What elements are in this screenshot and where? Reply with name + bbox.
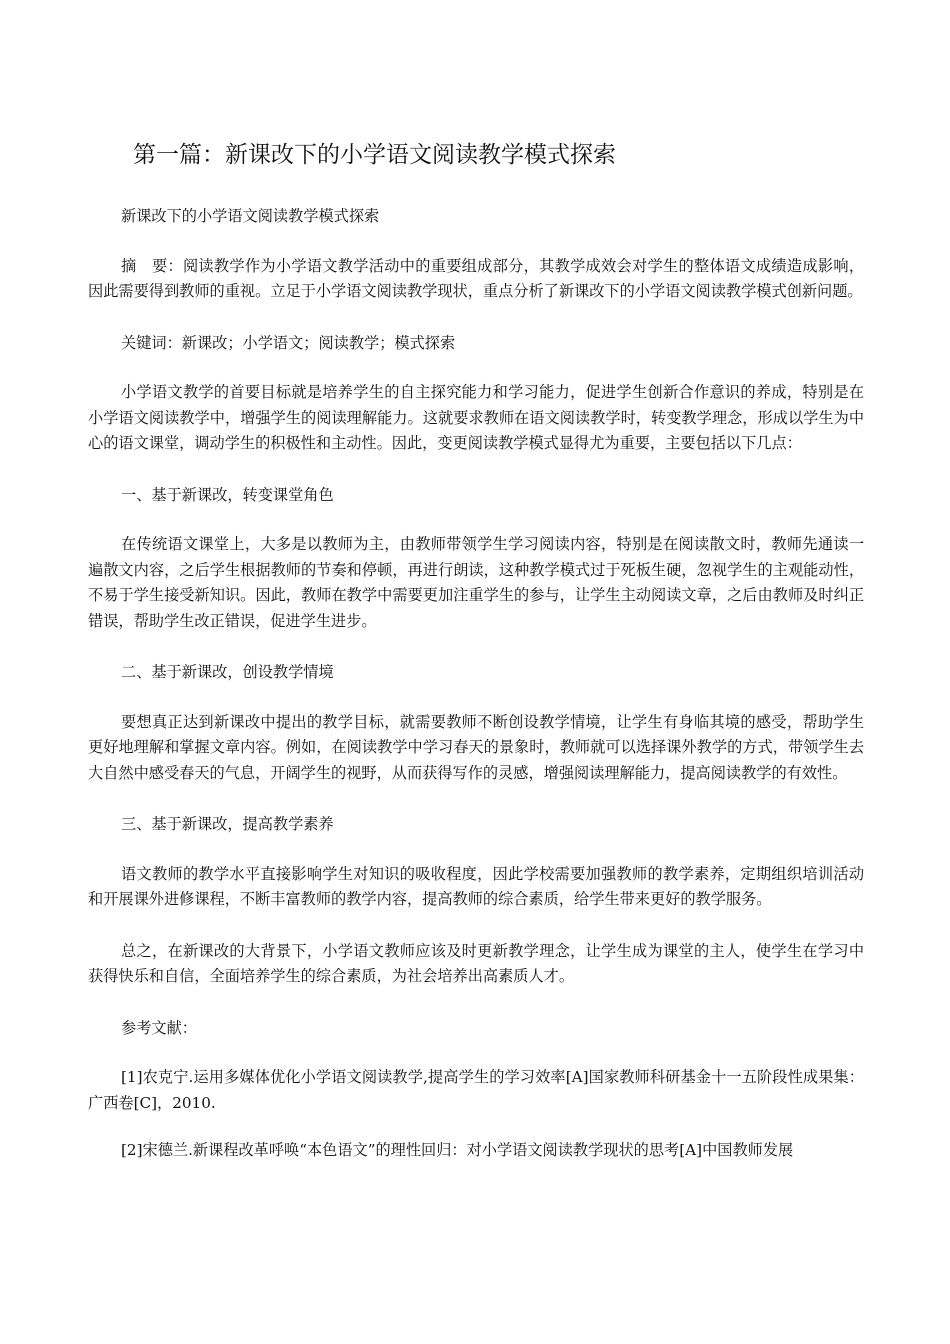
section-heading-1: 一、基于新课改，转变课堂角色 [121, 485, 334, 504]
references-heading: 参考文献： [121, 1018, 197, 1037]
document-title: 第一篇：新课改下的小学语文阅读教学模式探索 [133, 142, 616, 168]
section-1-paragraph: 在传统语文课堂上，大多是以教师为主，由教师带领学生学习阅读内容，特别是在阅读散文时，教师先通读一遍散文内容，之后学生根据教师的节奏和停顿，再进行朗读，这种教学模式过于死板生硬，忽视学生的主观能动性，不易于学生接受新知识。因此，教师在教学中需要更加注重学生的参与，让学生主动阅读文章，之后由教师及时纠正错误，帮助学生改正错误，促进学生进步。 [88, 535, 864, 630]
article-heading: 新课改下的小学语文阅读教学模式探索 [121, 207, 380, 225]
document-body [88, 204, 864, 1186]
keywords-paragraph: 关键词：新课改；小学语文；阅读教学；模式探索 [121, 333, 456, 352]
section-heading-3: 三、基于新课改，提高教学素养 [121, 815, 334, 833]
conclusion-paragraph: 总之，在新课改的大背景下，小学语文教师应该及时更新教学理念，让学生成为课堂的主人，使学生在学习中获得快乐和自信，全面培养学生的综合素质，为社会培养出高素质人才。 [88, 941, 864, 985]
abstract-paragraph: 摘 要：阅读教学作为小学语文教学活动中的重要组成部分，其教学成效会对学生的整体语文成绩造成影响，因此需要得到教师的重视。立足于小学语文阅读教学现状，重点分析了新课改下的小学语文阅读教学模式创新问题。 [88, 256, 864, 300]
section-3-paragraph: 语文教师的教学水平直接影响学生对知识的吸收程度，因此学校需要加强教师的教学素养，定期组织培训活动和开展课外进修课程，不断丰富教师的教学内容，提高教师的综合素质，给学生带来更好的教学服务。 [88, 864, 864, 908]
reference-item-2: [2]宋德兰.新课程改革呼唤“本色语文”的理性回归：对小学语文阅读教学现状的思考[A]中国教师发展 [121, 1141, 794, 1159]
reference-item-1: [1]农克宁.运用多媒体优化小学语文阅读教学,提高学生的学习效率[A]国家教师科研基金十一五阶段性成果集：广西卷[C]，2010. [88, 1068, 864, 1112]
section-heading-2: 二、基于新课改，创设教学情境 [121, 663, 334, 681]
intro-paragraph: 小学语文教学的首要目标就是培养学生的自主探究能力和学习能力，促进学生创新合作意识的养成，特别是在小学语文阅读教学中，增强学生的阅读理解能力。这就要求教师在语文阅读教学时，转变教学理念，形成以学生为中心的语文课堂，调动学生的积极性和主动性。因此，变更阅读教学模式显得尤为重要，主要包括以下几点： [88, 383, 864, 452]
section-2-paragraph: 要想真正达到新课改中提出的教学目标，就需要教师不断创设教学情境，让学生有身临其境的感受，帮助学生更好地理解和掌握文章内容。例如，在阅读教学中学习春天的景象时，教师就可以选择课外教学的方式，带领学生去大自然中感受春天的气息，开阔学生的视野，从而获得写作的灵感，增强阅读理解能力，提高阅读教学的有效性。 [88, 712, 864, 782]
